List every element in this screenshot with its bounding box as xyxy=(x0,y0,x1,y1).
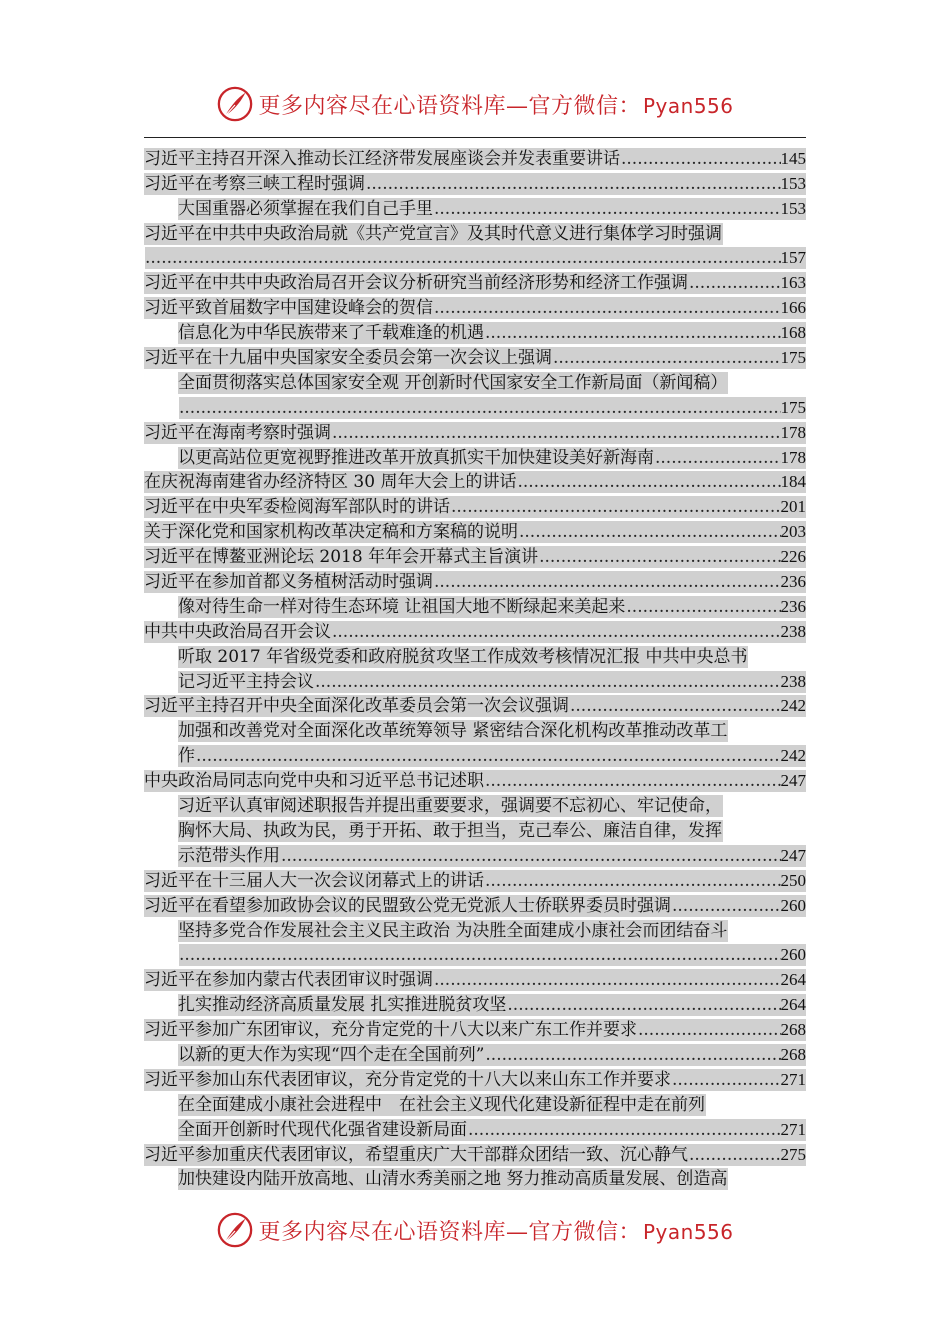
toc-entry-title: 习近平在十三届人大一次会议闭幕式上的讲话 xyxy=(144,870,484,891)
toc-page-number: 271 xyxy=(780,1069,806,1089)
toc-entry[interactable] xyxy=(144,344,806,369)
toc-entry[interactable] xyxy=(144,269,806,294)
toc-entry-title: 习近平在考察三峡工程时强调 xyxy=(144,173,365,194)
toc-entry[interactable] xyxy=(144,294,806,319)
toc-entry-title: 作 xyxy=(178,746,195,767)
banner-text: 更多内容尽在心语资料库—官方微信： Pyan556 xyxy=(258,93,734,119)
toc-page-number: 175 xyxy=(780,397,806,417)
toc-page-number: 178 xyxy=(780,422,806,442)
toc-entry-title: 信息化为中华民族带来了千载难逢的机遇 xyxy=(178,323,484,344)
toc-page-number: 226 xyxy=(780,547,806,567)
toc-entry-title: 习近平在看望参加政协会议的民盟致公党无党派人士侨联界委员时强调 xyxy=(144,895,671,916)
dot-leader xyxy=(485,322,781,344)
dot-leader xyxy=(281,845,781,867)
dot-leader xyxy=(672,1069,781,1091)
toc-entry-title: 习近平在海南考察时强调 xyxy=(144,422,331,443)
toc-entry-title: 习近平参加重庆代表团审议，希望重庆广大干部群众团结一致、沉心静气 xyxy=(144,1144,688,1165)
dot-leader xyxy=(507,994,780,1016)
toc-entry-text: 坚持多党合作发展社会主义民主政治 为决胜全面建成小康社会而团结奋斗 xyxy=(178,920,728,941)
toc-page-number: 166 xyxy=(780,298,806,318)
toc-entry[interactable] xyxy=(144,867,806,892)
dot-leader xyxy=(638,1019,781,1041)
dot-leader xyxy=(434,969,781,991)
toc-entry[interactable] xyxy=(144,518,806,543)
toc-entry[interactable] xyxy=(144,593,806,618)
dot-leader xyxy=(570,695,781,717)
dot-leader xyxy=(451,496,781,518)
dot-leader xyxy=(485,1044,780,1066)
toc-page-number: 184 xyxy=(780,472,806,492)
toc-page-number: 153 xyxy=(780,198,806,218)
dot-leader xyxy=(655,447,781,469)
dot-leader xyxy=(485,770,781,792)
toc-page-number: 168 xyxy=(780,323,806,343)
toc-entry[interactable] xyxy=(144,1166,806,1191)
toc-entry-title: 习近平参加山东代表团审议，充分肯定党的十八大以来山东工作并要求 xyxy=(144,1069,671,1090)
toc-entry-title: 关于深化党和国家机构改革决定稿和方案稿的说明 xyxy=(144,522,518,543)
toc-page-number: 236 xyxy=(780,572,806,592)
toc-entry-title: 大国重器必须掌握在我们自己手里 xyxy=(178,198,433,219)
toc-entry[interactable] xyxy=(144,1091,806,1141)
toc-page-number: 163 xyxy=(780,273,806,293)
toc-entry-title: 习近平致首届数字中国建设峰会的贺信 xyxy=(144,298,433,319)
toc-entry[interactable] xyxy=(144,892,806,917)
toc-entry[interactable] xyxy=(144,319,806,344)
toc-entry-title: 示范带头作用 xyxy=(178,845,280,866)
toc-entry-title: 习近平参加广东团审议，充分肯定党的十八大以来广东工作并要求 xyxy=(144,1020,637,1041)
toc-entry-title: 中共中央政治局召开会议 xyxy=(144,621,331,642)
toc-page-number: 238 xyxy=(780,671,806,691)
toc-entry[interactable] xyxy=(144,717,806,767)
dot-leader xyxy=(434,297,781,319)
toc-page-number: 242 xyxy=(780,746,806,766)
toc-entry[interactable] xyxy=(144,693,806,718)
dot-leader xyxy=(485,870,781,892)
toc-page-number: 264 xyxy=(780,995,806,1015)
toc-entry[interactable] xyxy=(144,195,806,220)
dot-leader xyxy=(519,521,781,543)
feather-pen-logo-icon xyxy=(216,1211,254,1249)
toc-entry-title: 习近平在参加内蒙古代表团审议时强调 xyxy=(144,970,433,991)
toc-entry[interactable] xyxy=(144,220,806,270)
toc-entry-title: 习近平主持召开中央全面深化改革委员会第一次会议强调 xyxy=(144,696,569,717)
dot-leader xyxy=(366,173,781,195)
dot-leader xyxy=(672,895,781,917)
header-banner xyxy=(0,82,950,126)
toc-entry-text: 习近平认真审阅述职报告并提出重要要求，强调要不忘初心、牢记使命， xyxy=(178,796,722,817)
dot-leader xyxy=(332,621,781,643)
toc-entry[interactable] xyxy=(144,1041,806,1066)
dot-leader xyxy=(553,347,781,369)
toc-page-number: 145 xyxy=(780,148,806,168)
toc-entry-title: 以新的更大作为实现“四个走在全国前列” xyxy=(178,1044,485,1065)
toc-entry[interactable] xyxy=(144,493,806,518)
table-of-contents xyxy=(144,145,806,1190)
toc-page-number: 275 xyxy=(780,1144,806,1164)
toc-page-number: 238 xyxy=(780,621,806,641)
dot-leader xyxy=(517,471,780,493)
toc-entry-title: 中央政治局同志向党中央和习近平总书记述职 xyxy=(144,771,484,792)
dot-leader xyxy=(434,571,781,593)
toc-entry-title: 扎实推动经济高质量发展 扎实推进脱贫攻坚 xyxy=(178,995,507,1016)
toc-entry[interactable] xyxy=(144,543,806,568)
toc-entry[interactable] xyxy=(144,1016,806,1041)
toc-entry-title: 习近平在十九届中央国家安全委员会第一次会议上强调 xyxy=(144,348,552,369)
toc-entry[interactable] xyxy=(144,618,806,643)
toc-entry[interactable] xyxy=(144,917,806,967)
toc-page-number: 250 xyxy=(780,870,806,890)
toc-page-number: 242 xyxy=(780,696,806,716)
toc-page-number: 247 xyxy=(780,771,806,791)
toc-entry-text: 全面贯彻落实总体国家安全观 开创新时代国家安全工作新局面（新闻稿） xyxy=(178,372,728,393)
toc-page-number: 175 xyxy=(780,348,806,368)
toc-entry-title: 在庆祝海南建省办经济特区 30 周年大会上的讲话 xyxy=(144,472,517,493)
toc-entry-text: 加快建设内陆开放高地、山清水秀美丽之地 努力推动高质量发展、创造高 xyxy=(178,1169,728,1190)
dot-leader xyxy=(621,148,781,170)
header-rule xyxy=(144,137,806,138)
toc-page-number: 247 xyxy=(780,845,806,865)
toc-entry[interactable] xyxy=(144,145,806,170)
toc-entry[interactable] xyxy=(144,369,806,419)
toc-entry-title: 习近平在中央军委检阅海军部队时的讲话 xyxy=(144,497,450,518)
dot-leader xyxy=(434,198,781,220)
toc-page-number: 264 xyxy=(780,970,806,990)
toc-entry[interactable] xyxy=(144,1066,806,1091)
toc-entry-title: 习近平在参加首都义务植树活动时强调 xyxy=(144,572,433,593)
toc-entry[interactable] xyxy=(144,767,806,792)
toc-entry[interactable] xyxy=(144,568,806,593)
dot-leader xyxy=(332,422,781,444)
toc-entry[interactable] xyxy=(144,991,806,1016)
footer-banner xyxy=(0,1208,950,1252)
toc-entry[interactable] xyxy=(144,419,806,444)
dot-leader xyxy=(315,671,781,693)
toc-page-number: 271 xyxy=(780,1119,806,1139)
toc-entry-text: 在全面建成小康社会进程中 在社会主义现代化建设新征程中走在前列 xyxy=(178,1094,705,1115)
toc-entry-title: 以更高站位更宽视野推进改革开放真抓实干加快建设美好新海南 xyxy=(178,447,654,468)
toc-page-number: 260 xyxy=(780,945,806,965)
toc-entry-title: 记习近平主持会议 xyxy=(178,671,314,692)
toc-page-number: 236 xyxy=(780,596,806,616)
toc-entry-text: 习近平在中共中央政治局就《共产党宣言》及其时代意义进行集体学习时强调 xyxy=(144,223,722,244)
toc-entry[interactable] xyxy=(144,170,806,195)
toc-entry-text: 加强和改善党对全面深化改革统筹领导 紧密结合深化机构改革推动改革工 xyxy=(178,721,728,742)
banner-text: 更多内容尽在心语资料库—官方微信： Pyan556 xyxy=(258,1219,734,1245)
toc-entry[interactable] xyxy=(144,444,806,469)
toc-page-number: 157 xyxy=(780,248,806,268)
toc-entry-title: 像对待生命一样对待生态环境 让祖国大地不断绿起来美起来 xyxy=(178,596,626,617)
toc-page-number: 260 xyxy=(780,895,806,915)
toc-entry[interactable] xyxy=(144,966,806,991)
dot-leader xyxy=(689,1144,781,1166)
dot-leader xyxy=(626,596,780,618)
toc-entry-text: 听取 2017 年省级党委和政府脱贫攻坚工作成效考核情况汇报 中共中央总书 xyxy=(178,646,748,667)
toc-page-number: 153 xyxy=(780,173,806,193)
dot-leader xyxy=(179,944,781,966)
toc-page-number: 268 xyxy=(780,1044,806,1064)
dot-leader xyxy=(539,546,780,568)
toc-entry[interactable] xyxy=(144,643,806,693)
toc-entry-title: 习近平在博鳌亚洲论坛 2018 年年会开幕式主旨演讲 xyxy=(144,547,539,568)
toc-entry-title: 习近平主持召开深入推动长江经济带发展座谈会并发表重要讲话 xyxy=(144,148,620,169)
dot-leader xyxy=(468,1119,781,1141)
toc-entry-title: 全面开创新时代现代化强省建设新局面 xyxy=(178,1119,467,1140)
toc-entry[interactable] xyxy=(144,1141,806,1166)
toc-page-number: 178 xyxy=(780,447,806,467)
toc-entry[interactable] xyxy=(144,469,806,494)
toc-entry-title: 习近平在中共中央政治局召开会议分析研究当前经济形势和经济工作强调 xyxy=(144,273,688,294)
feather-pen-logo-icon xyxy=(216,85,254,123)
dot-leader xyxy=(689,272,781,294)
dot-leader xyxy=(145,247,781,269)
toc-entry-text: 胸怀大局、执政为民，勇于开拓、敢于担当，克己奉公、廉洁自律，发挥 xyxy=(178,820,722,841)
toc-page-number: 268 xyxy=(780,1020,806,1040)
dot-leader xyxy=(179,397,781,419)
toc-entry[interactable] xyxy=(144,792,806,867)
dot-leader xyxy=(196,745,781,767)
toc-page-number: 203 xyxy=(780,522,806,542)
toc-page-number: 201 xyxy=(780,497,806,517)
